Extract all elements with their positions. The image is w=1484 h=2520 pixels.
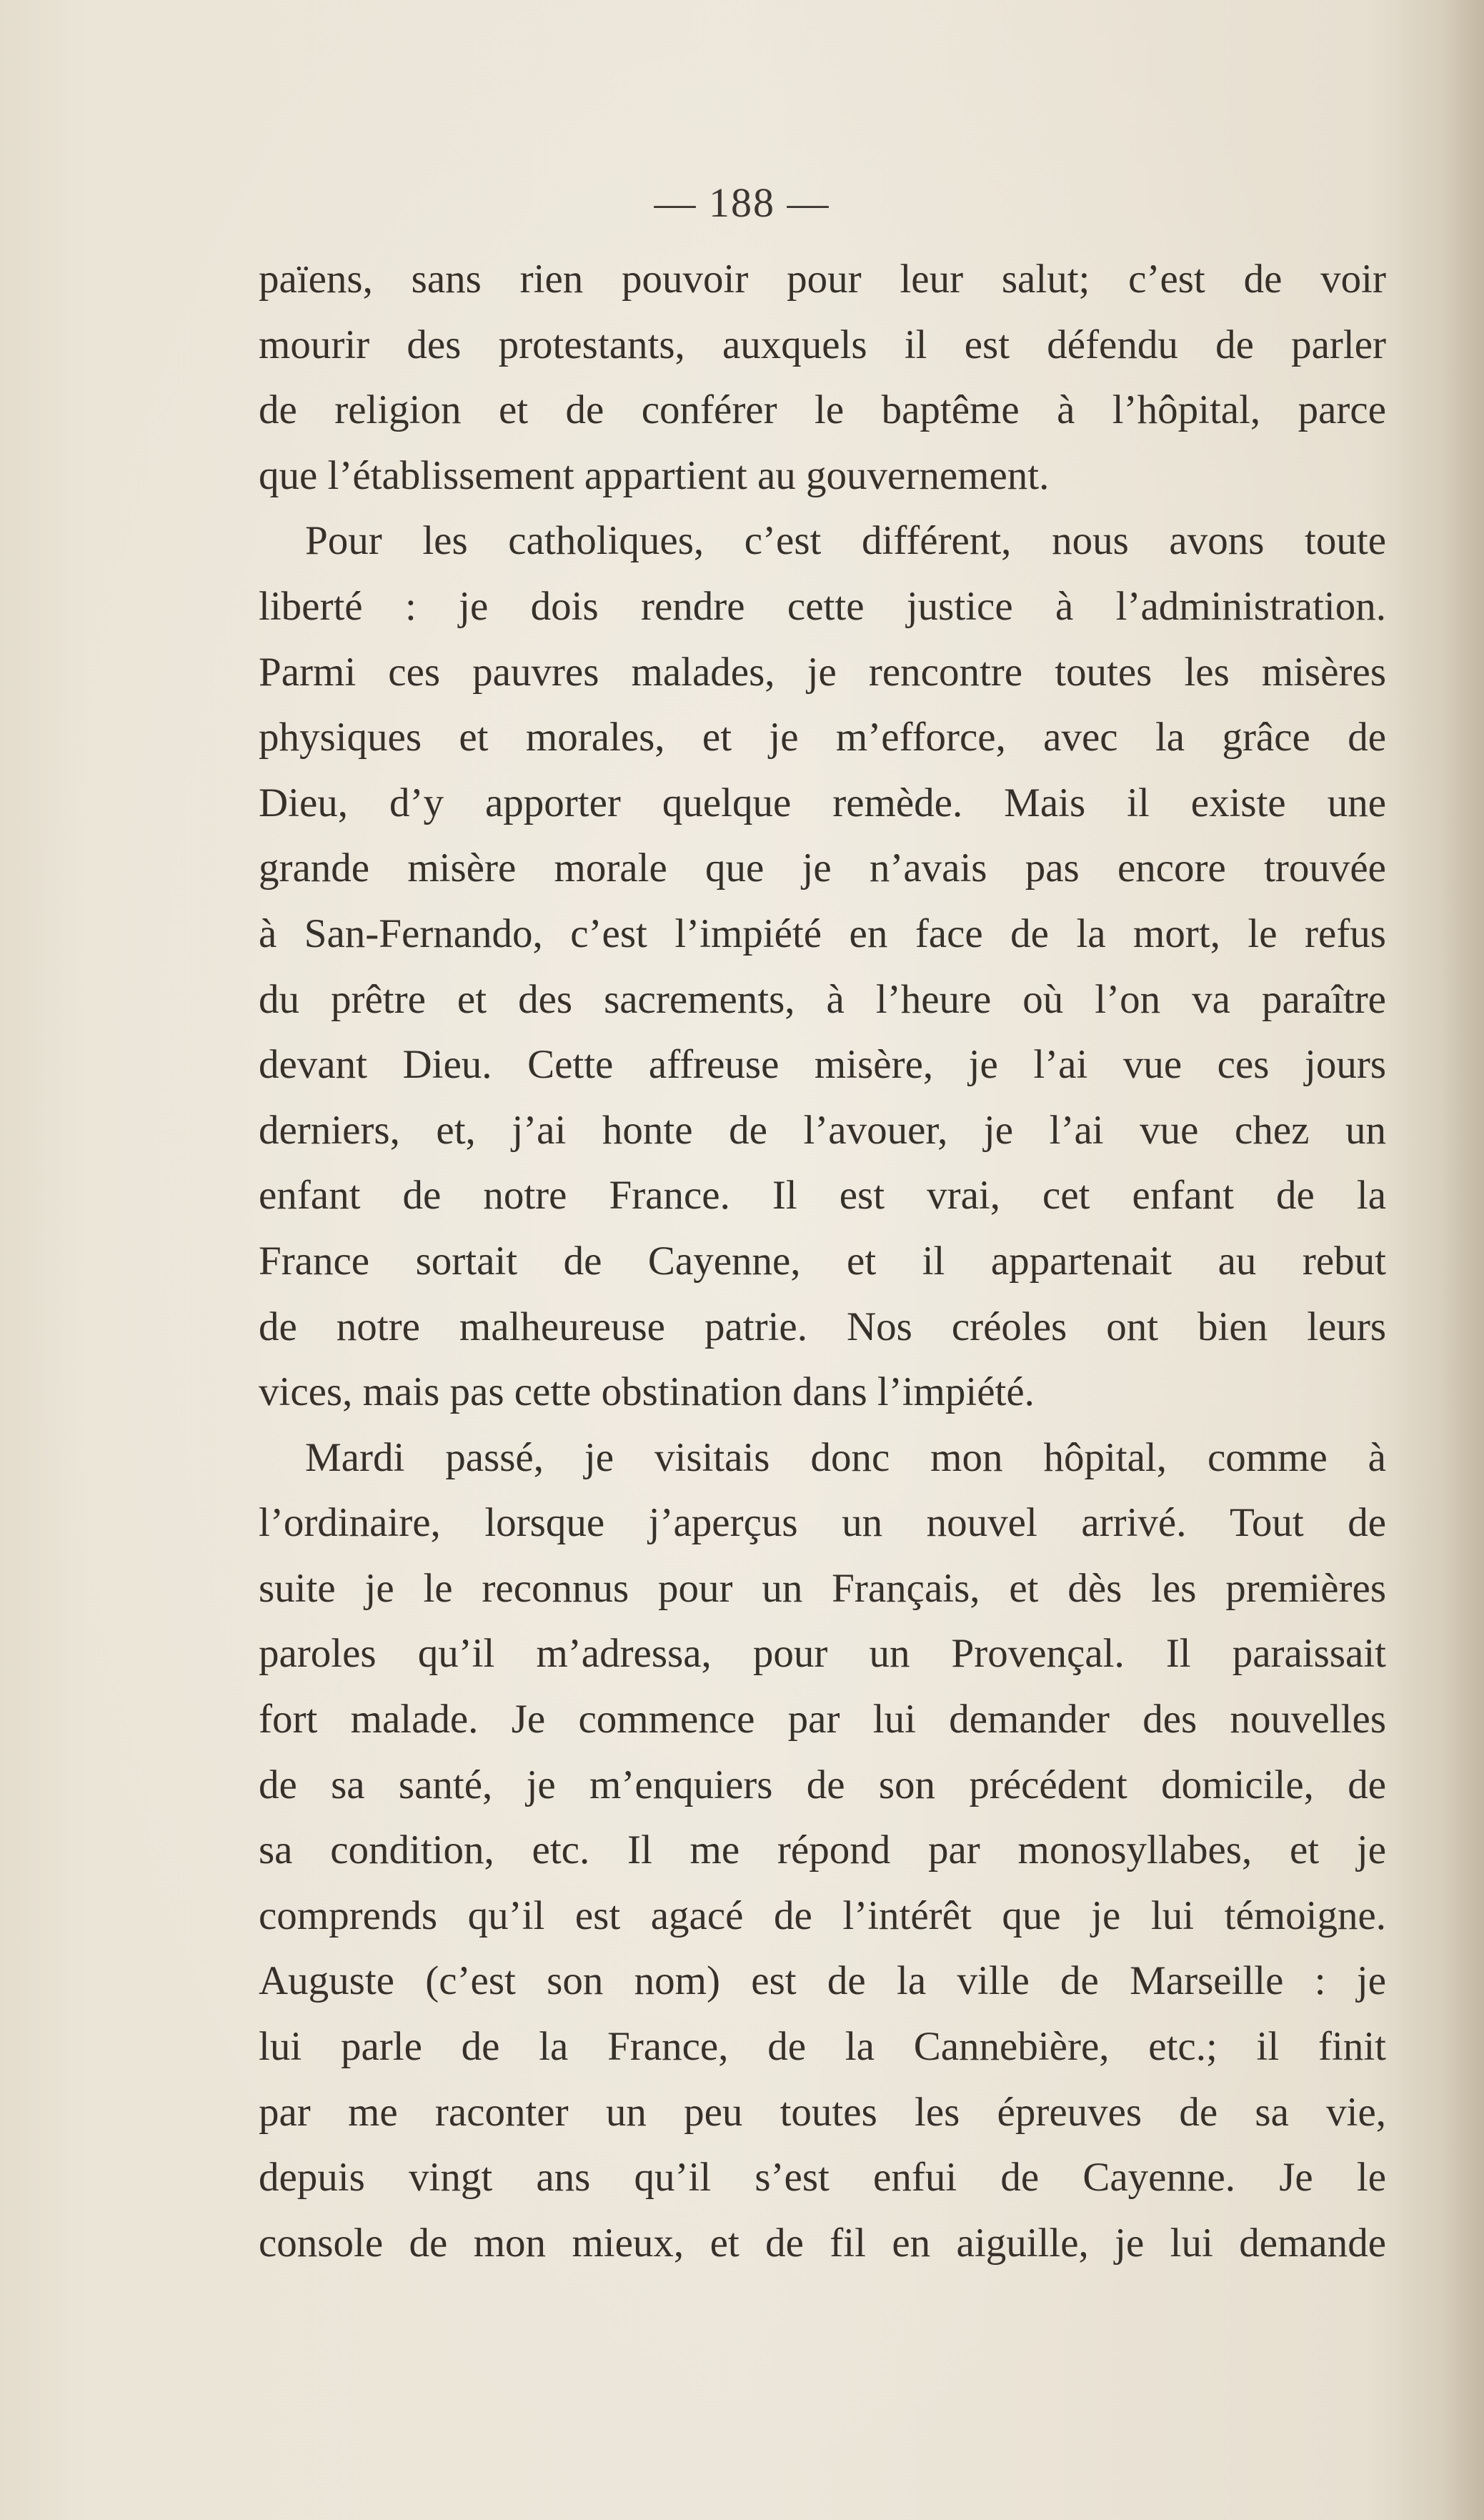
text-line: paroles qu’il m’adressa, pour un Provençal. Il paraissait (259, 1631, 1386, 1677)
text-line: depuis vingt ans qu’il s’est enfui de Cayenne. Je le (259, 2155, 1386, 2201)
text-line: Parmi ces pauvres malades, je rencontre toutes les misères (259, 649, 1386, 695)
page-edge-shadow (1441, 0, 1484, 2520)
text-line: Dieu, d’y apporter quelque remède. Mais il existe une (259, 780, 1386, 825)
text-line: l’ordinaire, lorsque j’aperçus un nouvel arrivé. Tout de (259, 1500, 1386, 1546)
text-line: grande misère morale que je n’avais pas encore trouvée (259, 845, 1386, 891)
text-line: du prêtre et des sacrements, à l’heure où l’on va paraître (259, 976, 1386, 1022)
text-line: console de mon mieux, et de fil en aiguille, je lui demande (259, 2220, 1386, 2266)
text-line: de religion et de conférer le baptême à l’hôpital, parce (259, 387, 1386, 433)
paragraph-start-line: Mardi passé, je visitais donc mon hôpital, comme à (305, 1434, 1386, 1480)
text-line: liberté : je dois rendre cette justice à l’administration. (259, 583, 1386, 629)
text-line: enfant de notre France. Il est vrai, cet enfant de la (259, 1173, 1386, 1219)
text-line: par me raconter un peu toutes les épreuves de sa vie, (259, 2089, 1386, 2135)
text-line: que l’établissement appartient au gouvernement. (259, 452, 1050, 498)
text-line: France sortait de Cayenne, et il appartenait au rebut (259, 1238, 1386, 1284)
text-line: de notre malheureuse patrie. Nos créoles ont bien leurs (259, 1304, 1386, 1349)
paragraph-start-line: Pour les catholiques, c’est différent, nous avons toute (305, 518, 1386, 564)
text-line: derniers, et, j’ai honte de l’avouer, je l’ai vue chez un (259, 1107, 1386, 1153)
text-line: fort malade. Je commence par lui demander des nouvelles (259, 1697, 1386, 1742)
body-text (259, 247, 1386, 2276)
text-line: païens, sans rien pouvoir pour leur salut; c’est de voir (259, 257, 1386, 302)
text-line: physiques et morales, et je m’efforce, avec la grâce de (259, 715, 1386, 760)
text-line: lui parle de la France, de la Cannebière, etc.; il finit (259, 2024, 1386, 2070)
text-line: comprends qu’il est agacé de l’intérêt que je lui témoigne. (259, 1893, 1386, 1938)
text-line: vices, mais pas cette obstination dans l’impiété. (259, 1369, 1035, 1415)
page-number: — 188 — (654, 179, 830, 226)
text-line: sa condition, etc. Il me répond par monosyllabes, et je (259, 1827, 1386, 1873)
text-line: Auguste (c’est son nom) est de la ville de Marseille : je (259, 1958, 1386, 2004)
text-line: à San-Fernando, c’est l’impiété en face de la mort, le refus (259, 911, 1386, 956)
text-line: de sa santé, je m’enquiers de son précédent domicile, de (259, 1762, 1386, 1807)
text-line: suite je le reconnus pour un Français, et dès les premières (259, 1565, 1386, 1611)
text-line: mourir des protestants, auxquels il est défendu de parler (259, 322, 1386, 367)
text-line: devant Dieu. Cette affreuse misère, je l’ai vue ces jours (259, 1042, 1386, 1088)
